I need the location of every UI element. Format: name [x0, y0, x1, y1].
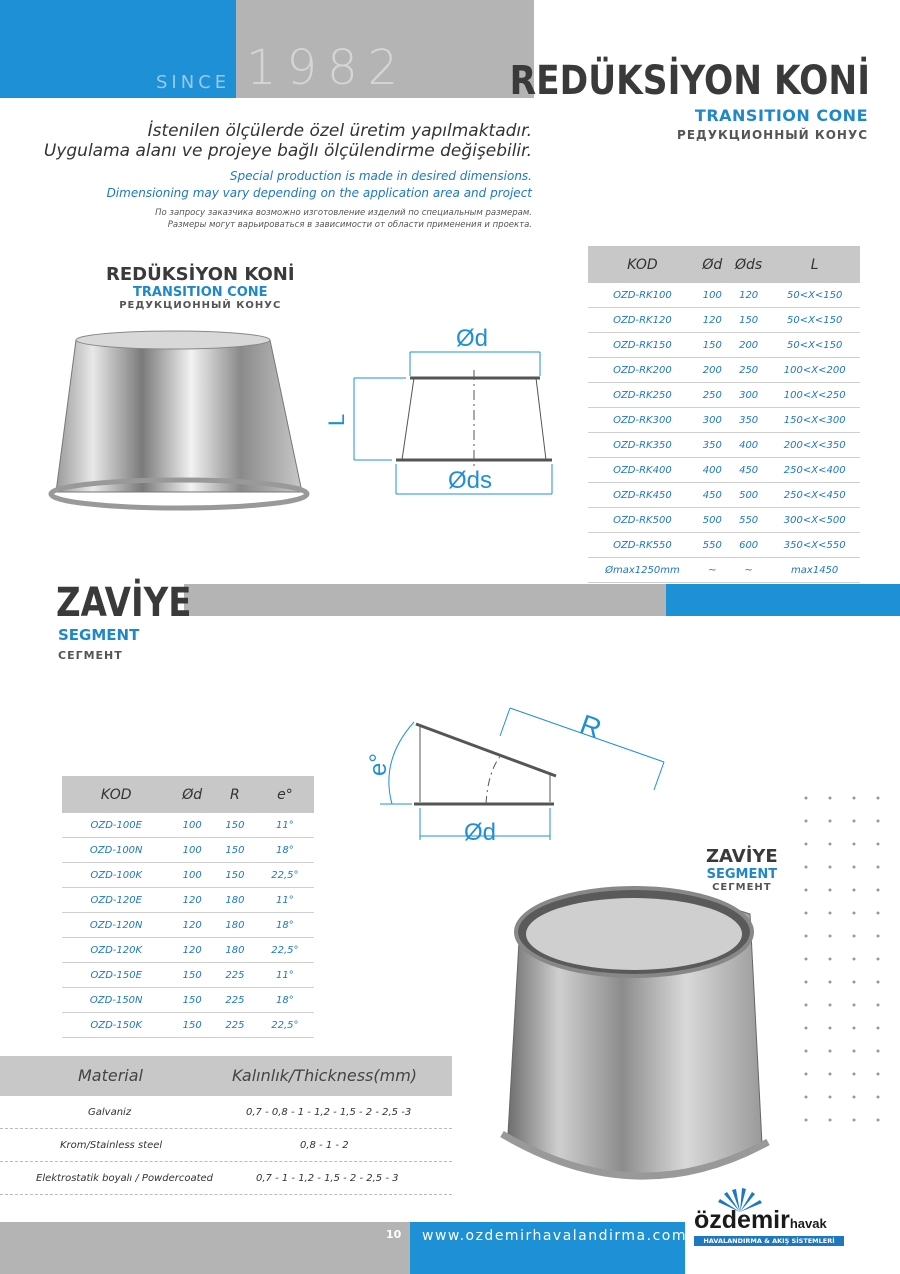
col-r: R — [214, 776, 256, 813]
cell: OZD-120N — [62, 913, 170, 938]
cone-diagram — [324, 318, 560, 498]
cell: 100 — [170, 863, 214, 888]
table-row — [588, 483, 860, 508]
table-row — [588, 308, 860, 333]
cell: 225 — [214, 963, 256, 988]
table-row — [588, 533, 860, 558]
website-link[interactable]: www.ozdemirhavalandirma.com — [422, 1228, 687, 1244]
logo-tagline: HAVALANDIRMA & AKIŞ SİSTEMLERİ — [694, 1236, 844, 1246]
cell: OZD-150N — [62, 988, 170, 1013]
cell: ~ — [728, 558, 769, 583]
cell: OZD-RK120 — [588, 308, 697, 333]
cone-d-label: Ød — [456, 325, 489, 352]
cell: 150 — [170, 963, 214, 988]
cell: 50<X<150 — [769, 283, 860, 308]
cone-photo — [48, 322, 310, 522]
table-row — [62, 913, 314, 938]
cell: 600 — [728, 533, 769, 558]
cell: 180 — [214, 938, 256, 963]
cell: OZD-RK500 — [588, 508, 697, 533]
col-kod: KOD — [588, 246, 697, 283]
table-row — [0, 1129, 452, 1162]
segment-blue-band — [666, 584, 900, 616]
cell: 200 — [728, 333, 769, 358]
segment-title: ZAVİYE — [56, 580, 192, 626]
cell: 50<X<150 — [769, 333, 860, 358]
cell: 150 — [214, 838, 256, 863]
cell: 250<X<450 — [769, 483, 860, 508]
page-subtitle-en: TRANSITION CONE — [694, 106, 868, 125]
intro-tr-line2: Uygulama alanı ve projeye bağlı ölçülendirme değişebilir. — [43, 141, 532, 161]
cell: 120 — [170, 938, 214, 963]
cell: 150 — [214, 813, 256, 838]
cell: 100<X<250 — [769, 383, 860, 408]
cell: 250<X<400 — [769, 458, 860, 483]
cell: 18° — [256, 838, 314, 863]
logo-sub-text: havak — [789, 1216, 827, 1231]
cell: 18° — [256, 913, 314, 938]
table-row — [62, 888, 314, 913]
cone-table — [588, 246, 860, 583]
cell: 150 — [728, 308, 769, 333]
cell: 350 — [728, 408, 769, 433]
cell: 11° — [256, 963, 314, 988]
cell: 50<X<150 — [769, 308, 860, 333]
page-title: REDÜKSİYON KONİ — [509, 58, 870, 104]
material-thickness: 0,8 - 1 - 2 — [300, 1140, 349, 1151]
cell: 300 — [697, 408, 728, 433]
cell: 225 — [214, 988, 256, 1013]
table-row — [588, 508, 860, 533]
cell: OZD-100N — [62, 838, 170, 863]
cell: 150 — [697, 333, 728, 358]
cell: 120 — [728, 283, 769, 308]
segment-table — [62, 776, 314, 1038]
material-thickness: 0,7 - 1 - 1,2 - 1,5 - 2 - 2,5 - 3 — [256, 1173, 399, 1184]
cell: OZD-RK150 — [588, 333, 697, 358]
cell: 500 — [728, 483, 769, 508]
cell: 400 — [728, 433, 769, 458]
material-table-header — [0, 1056, 452, 1096]
cell: 550 — [728, 508, 769, 533]
page-subtitle-ru: РЕДУКЦИОННЫЙ КОНУС — [677, 128, 868, 142]
cell: OZD-RK300 — [588, 408, 697, 433]
cell: 550 — [697, 533, 728, 558]
segment-r-label: R — [575, 708, 606, 745]
cell: OZD-RK400 — [588, 458, 697, 483]
cell: 120 — [170, 888, 214, 913]
intro-en-line1: Special production is made in desired dimensions. — [229, 169, 532, 183]
table-row — [588, 558, 860, 583]
table-row — [588, 283, 860, 308]
cell: 100 — [697, 283, 728, 308]
segment-label-title: ZAVİYE — [706, 846, 778, 867]
cone-label-title: REDÜKSİYON KONİ — [106, 264, 295, 285]
table-row — [588, 408, 860, 433]
cell: OZD-150E — [62, 963, 170, 988]
intro-ru — [155, 207, 532, 231]
segment-table-header — [62, 776, 314, 813]
company-logo — [694, 1186, 848, 1250]
col-d: Ød — [697, 246, 728, 283]
cell: max1450 — [769, 558, 860, 583]
cell: 350 — [697, 433, 728, 458]
segment-diagram — [360, 700, 680, 850]
cell: 11° — [256, 888, 314, 913]
cell: 150 — [170, 1013, 214, 1038]
col-ds: Øds — [728, 246, 769, 283]
material-name: Krom/Stainless steel — [60, 1140, 163, 1151]
cell: Ømax1250mm — [588, 558, 697, 583]
col-kod: KOD — [62, 776, 170, 813]
dot-grid-decoration — [798, 790, 892, 1140]
table-row — [588, 358, 860, 383]
cell: 180 — [214, 888, 256, 913]
table-row — [0, 1096, 452, 1129]
cell: 300 — [728, 383, 769, 408]
cell: OZD-RK350 — [588, 433, 697, 458]
cell: OZD-150K — [62, 1013, 170, 1038]
material-thickness: 0,7 - 0,8 - 1 - 1,2 - 1,5 - 2 - 2,5 -3 — [246, 1107, 412, 1118]
cell: 120 — [170, 913, 214, 938]
table-row — [588, 383, 860, 408]
material-name: Galvaniz — [88, 1107, 132, 1118]
cell: OZD-100E — [62, 813, 170, 838]
cell: 22,5° — [256, 938, 314, 963]
intro-en-line2: Dimensioning may vary depending on the application area and project — [106, 186, 532, 200]
cell: OZD-120K — [62, 938, 170, 963]
cone-table-header — [588, 246, 860, 283]
intro-tr — [44, 121, 532, 161]
col-material: Material — [78, 1066, 143, 1085]
cell: 150 — [170, 988, 214, 1013]
segment-photo — [492, 884, 782, 1204]
cell: 400 — [697, 458, 728, 483]
logo-main-text: özdemir — [694, 1206, 790, 1234]
segment-e-label: e° — [365, 753, 392, 776]
col-d: Ød — [170, 776, 214, 813]
cell: OZD-RK450 — [588, 483, 697, 508]
cell: 100<X<200 — [769, 358, 860, 383]
cell: OZD-RK250 — [588, 383, 697, 408]
cell: 120 — [697, 308, 728, 333]
cell: OZD-RK100 — [588, 283, 697, 308]
cell: 22,5° — [256, 863, 314, 888]
table-row — [62, 988, 314, 1013]
segment-subtitle-ru: СЕГМЕНТ — [58, 649, 123, 662]
cell: 100 — [170, 813, 214, 838]
cell: ~ — [697, 558, 728, 583]
cell: 500 — [697, 508, 728, 533]
col-thickness: Kalınlık/Thickness(mm) — [232, 1066, 418, 1085]
cone-ds-label: Øds — [448, 467, 493, 494]
table-row — [0, 1162, 452, 1195]
cell: 350<X<550 — [769, 533, 860, 558]
table-row — [588, 433, 860, 458]
cell: 11° — [256, 813, 314, 838]
segment-label-ru: СЕГМЕНТ — [712, 882, 772, 893]
segment-d-label: Ød — [464, 819, 497, 846]
intro-tr-line1: İstenilen ölçülerde özel üretim yapılmaktadır. — [147, 121, 532, 141]
table-row — [62, 838, 314, 863]
page-number: 10 — [386, 1228, 402, 1241]
cell: 150 — [214, 863, 256, 888]
cell: OZD-120E — [62, 888, 170, 913]
cell: 18° — [256, 988, 314, 1013]
cell: OZD-100K — [62, 863, 170, 888]
table-row — [62, 1013, 314, 1038]
footer-gray-band — [0, 1222, 410, 1274]
since-year: 1982 — [246, 40, 409, 96]
intro-en — [107, 168, 532, 202]
cell: 150<X<300 — [769, 408, 860, 433]
cone-l-label: L — [324, 413, 349, 426]
table-row — [588, 333, 860, 358]
intro-ru-line2: Размеры могут варьироваться в зависимости от области применения и проекта. — [167, 220, 532, 230]
cone-label — [106, 264, 295, 311]
table-row — [62, 963, 314, 988]
table-row — [62, 863, 314, 888]
cell: OZD-RK550 — [588, 533, 697, 558]
cone-label-ru: РЕДУКЦИОННЫЙ КОНУС — [119, 300, 282, 311]
table-row — [588, 458, 860, 483]
cell: 250 — [697, 383, 728, 408]
segment-gray-band — [184, 584, 666, 616]
cell: 180 — [214, 913, 256, 938]
cell: 225 — [214, 1013, 256, 1038]
table-row — [62, 938, 314, 963]
cell: 200<X<350 — [769, 433, 860, 458]
cell: OZD-RK200 — [588, 358, 697, 383]
cell: 450 — [728, 458, 769, 483]
cell: 450 — [697, 483, 728, 508]
intro-ru-line1: По запросу заказчика возможно изготовление изделий по специальным размерам. — [155, 208, 532, 218]
cell: 200 — [697, 358, 728, 383]
cell: 100 — [170, 838, 214, 863]
col-l: L — [769, 246, 860, 283]
segment-subtitle-en: SEGMENT — [58, 626, 140, 644]
table-row — [62, 813, 314, 838]
segment-label-en: SEGMENT — [706, 867, 778, 882]
cell: 300<X<500 — [769, 508, 860, 533]
material-name: Elektrostatik boyalı / Powdercoated — [36, 1173, 214, 1184]
cone-label-en: TRANSITION CONE — [133, 285, 268, 300]
cell: 22,5° — [256, 1013, 314, 1038]
col-e: e° — [256, 776, 314, 813]
cell: 250 — [728, 358, 769, 383]
material-table — [0, 1056, 452, 1195]
since-label: SINCE — [156, 72, 231, 93]
